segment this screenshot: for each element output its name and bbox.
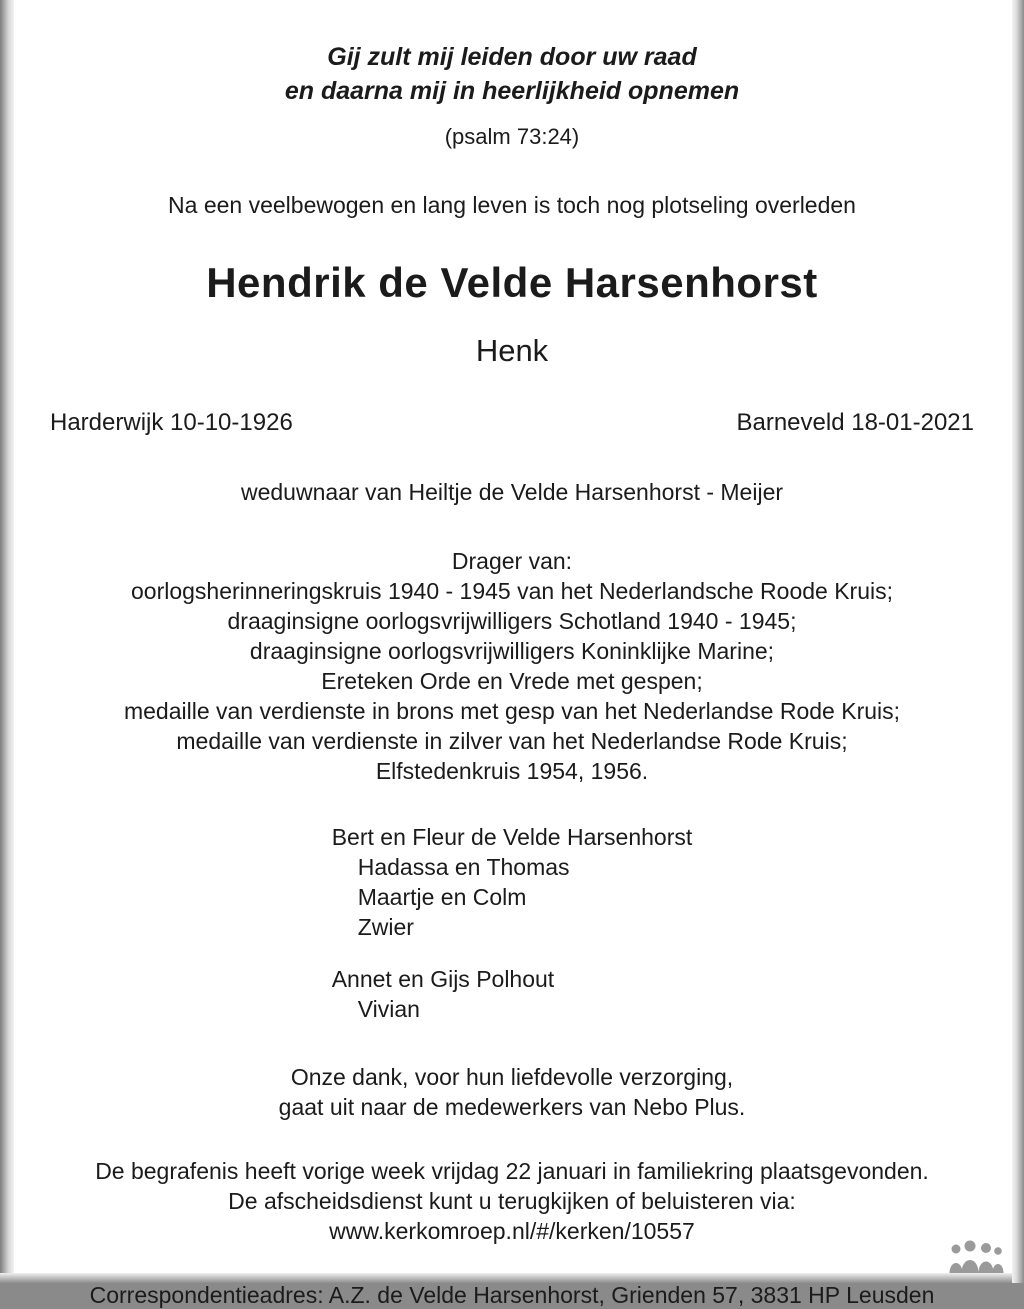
family-group: [332, 964, 693, 1024]
verse-source: (psalm 73:24): [444, 124, 580, 149]
funeral-info: [24, 1156, 1000, 1246]
deceased-nickname: Henk: [475, 333, 549, 368]
honour-item: draaginsigne oorlogsvrijwilligers Schotland 1940 - 1945;: [227, 608, 797, 634]
honours-heading: Drager van:: [451, 548, 573, 574]
family-head: Bert en Fleur de Velde Harsenhorst: [331, 824, 693, 850]
thanks-text: [24, 1062, 1000, 1122]
funeral-line-2: De afscheidsdienst kunt u terugkijken of beluisteren via:: [228, 1188, 796, 1214]
correspondence-address: Correspondentieadres: A.Z. de Velde Harsenhorst, Grienden 57, 3831 HP Leusden: [89, 1282, 935, 1308]
family-child: Vivian: [357, 996, 420, 1022]
life-dates: [24, 409, 1000, 437]
honour-item: oorlogsherinneringskruis 1940 - 1945 van het Nederlandsche Roode Kruis;: [130, 578, 894, 604]
funeral-line-1: De begrafenis heeft vorige week vrijdag 22 januari in familiekring plaatsgevonden.: [95, 1158, 929, 1184]
thanks-line-2: gaat uit naar de medewerkers van Nebo Plus.: [278, 1094, 746, 1120]
family-group: [332, 822, 693, 942]
birth-place-date: Harderwijk 10-10-1926: [50, 409, 293, 436]
honour-item: Elfstedenkruis 1954, 1956.: [375, 758, 649, 784]
funeral-stream-link[interactable]: www.kerkomroep.nl/#/kerken/10557: [329, 1218, 695, 1244]
death-place-date: Barneveld 18-01-2021: [736, 409, 974, 436]
verse-line-2: en daarna mij in heerlijkheid opnemen: [284, 77, 740, 105]
intro-text: Na een veelbewogen en lang leven is toch nog plotseling overleden: [168, 192, 856, 218]
verse: [24, 40, 1000, 108]
honour-item: medaille van verdienste in brons met gesp van het Nederlandse Rode Kruis;: [123, 698, 901, 724]
family-child: Zwier: [357, 914, 414, 940]
spouse-line: weduwnaar van Heiltje de Velde Harsenhorst - Meijer: [240, 479, 784, 505]
family-child: Hadassa en Thomas: [357, 854, 570, 880]
honours-list: [24, 546, 1000, 786]
family-child: Maartje en Colm: [357, 884, 527, 910]
honour-item: medaille van verdienste in zilver van het Nederlandse Rode Kruis;: [176, 728, 848, 754]
family-list: [332, 822, 693, 1024]
thanks-line-1: Onze dank, voor hun liefdevolle verzorging,: [290, 1064, 734, 1090]
family-silhouette-logo: [948, 1239, 1004, 1273]
obituary-content: [24, 40, 1000, 1309]
honour-item: draaginsigne oorlogsvrijwilligers Koninklijke Marine;: [249, 638, 775, 664]
honour-item: Ereteken Orde en Vrede met gespen;: [321, 668, 703, 694]
deceased-name: Hendrik de Velde Harsenhorst: [206, 259, 818, 306]
family-head: Annet en Gijs Polhout: [331, 966, 555, 992]
verse-line-1: Gij zult mij leiden door uw raad: [327, 43, 697, 71]
